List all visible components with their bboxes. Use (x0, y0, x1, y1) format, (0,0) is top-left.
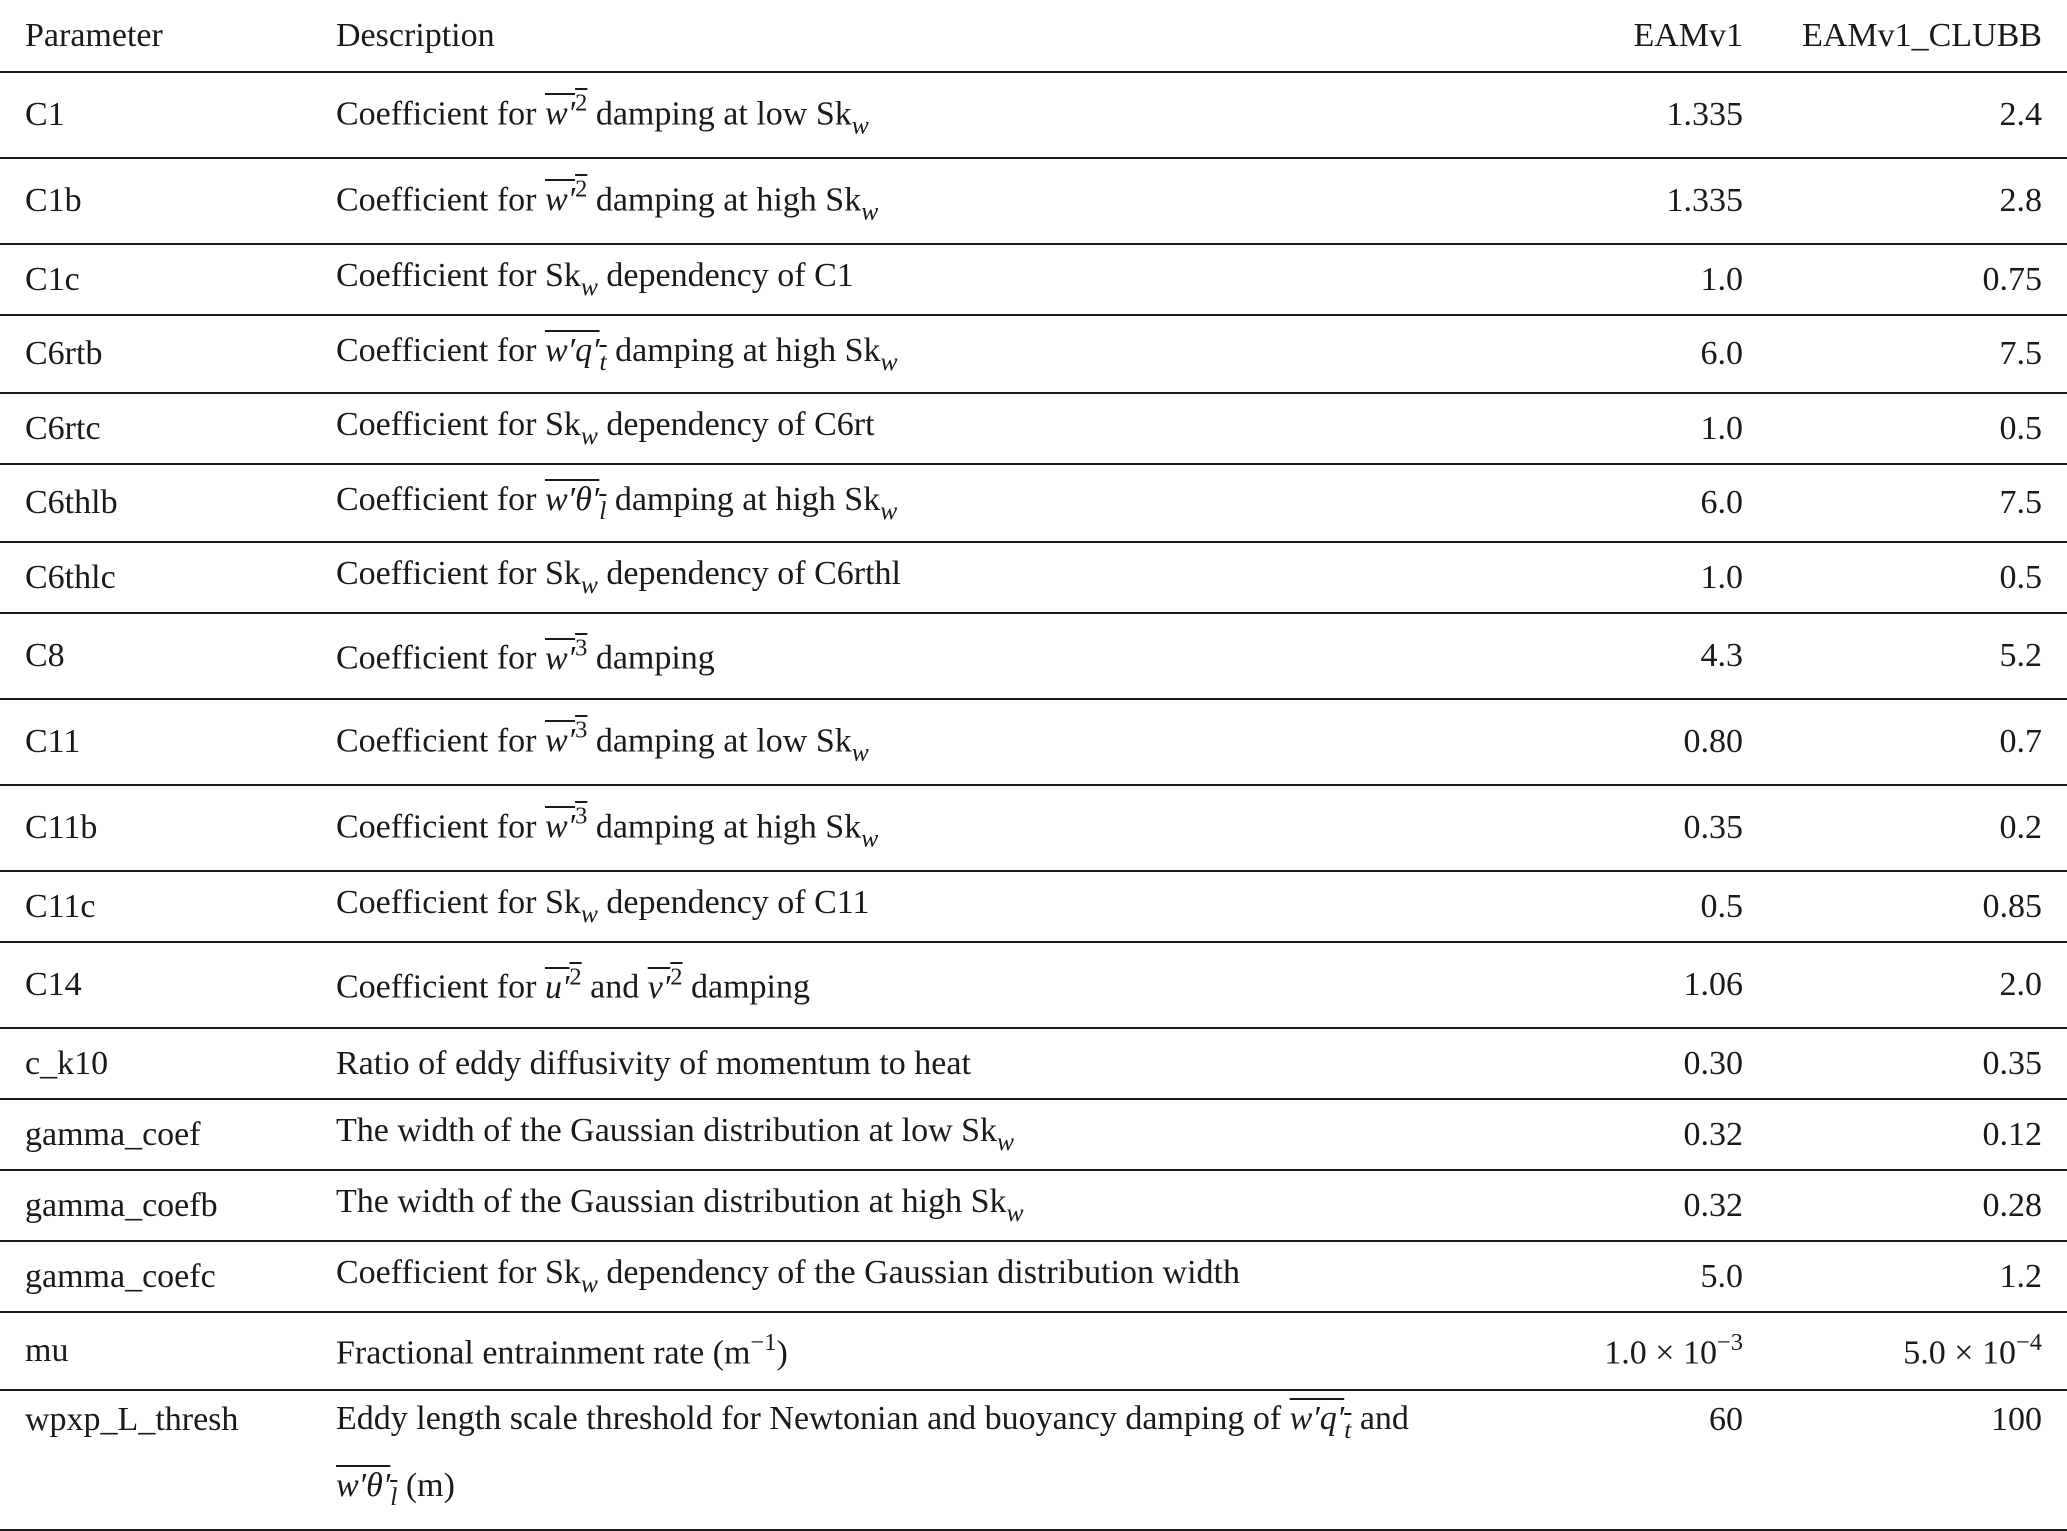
table-row (0, 1390, 2067, 1530)
eamv1-clubb-value: 0.75 (1767, 244, 2067, 315)
param-description (311, 1028, 1548, 1099)
eamv1-clubb-value: 0.2 (1767, 785, 2067, 871)
param-description (311, 1170, 1548, 1241)
header-eamv1: EAMv1 (1548, 0, 1767, 72)
eamv1-value: 0.30 (1548, 1028, 1767, 1099)
desc-text: damping at high Sk (606, 331, 881, 369)
param-name: C14 (0, 942, 311, 1028)
eamv1-value: 1.0 (1548, 393, 1767, 464)
value-base: 1.0 × 10 (1604, 1334, 1717, 1372)
desc-text: Coefficient for Sk (336, 1254, 581, 1292)
param-description (311, 785, 1548, 871)
desc-text: Coefficient for (336, 639, 545, 677)
math-symbol: $w'^3$ (544, 716, 588, 760)
eamv1-clubb-value: 7.5 (1767, 315, 2067, 393)
param-name: C6thlb (0, 464, 311, 542)
table-row (0, 1028, 2067, 1099)
desc-text: damping (682, 968, 810, 1006)
table-row (0, 464, 2067, 542)
param-name: mu (0, 1312, 311, 1390)
header-parameter: Parameter (0, 0, 311, 72)
param-name: C8 (0, 613, 311, 699)
desc-text: Eddy length scale threshold for Newtonian and buoyancy damping of (336, 1400, 1290, 1437)
math-symbol: $w'^2$ (544, 89, 588, 133)
desc-text: Fractional entrainment rate (m (336, 1334, 751, 1372)
param-name: wpxp_L_thresh (0, 1390, 311, 1530)
eamv1-value: 6.0 (1548, 464, 1767, 542)
table-row (0, 1099, 2067, 1170)
desc-text: Coefficient for (336, 808, 545, 846)
desc-subscript: w (580, 420, 598, 450)
eamv1-clubb-value: 2.8 (1767, 158, 2067, 244)
eamv1-value: 5.0 (1548, 1241, 1767, 1312)
param-name: C6rtb (0, 315, 311, 393)
math-symbol: $w'\theta'_l$ (336, 1466, 398, 1511)
eamv1-value: 6.0 (1548, 315, 1767, 393)
param-description (311, 1312, 1548, 1390)
param-description (311, 1390, 1548, 1530)
desc-text: Ratio of eddy diffusivity of momentum to heat (336, 1044, 971, 1082)
math-symbol: $w'\theta'_l$ (544, 480, 607, 525)
desc-text: dependency of C1 (597, 257, 854, 295)
eamv1-clubb-value: 0.5 (1767, 393, 2067, 464)
param-name: C6rtc (0, 393, 311, 464)
desc-text: damping at low Sk (587, 722, 852, 760)
eamv1-value: 1.06 (1548, 942, 1767, 1028)
eamv1-clubb-value: 1.2 (1767, 1241, 2067, 1312)
param-description (311, 942, 1548, 1028)
desc-text: Coefficient for Sk (336, 884, 581, 922)
desc-subscript: w (880, 495, 898, 525)
eamv1-value: 0.32 (1548, 1099, 1767, 1170)
param-description (311, 871, 1548, 942)
desc-subscript: w (861, 823, 879, 853)
math-symbol: $w'^3$ (544, 802, 588, 846)
value-exponent: −4 (2015, 1329, 2042, 1357)
table-row (0, 871, 2067, 942)
header-row (0, 0, 2067, 72)
param-name: C1 (0, 72, 311, 158)
eamv1-value (1548, 1312, 1767, 1390)
desc-text: dependency of C6rt (597, 406, 875, 444)
param-name: C11b (0, 785, 311, 871)
desc-subscript: w (861, 196, 879, 226)
desc-text: ) (776, 1334, 788, 1372)
eamv1-clubb-value: 2.4 (1767, 72, 2067, 158)
value-exponent: −3 (1716, 1329, 1743, 1357)
table-row (0, 158, 2067, 244)
header-eamv1-clubb: EAMv1_CLUBB (1767, 0, 2067, 72)
desc-text: damping at high Sk (606, 480, 881, 518)
desc-subscript: w (1006, 1197, 1024, 1227)
math-symbol: $w'^2$ (544, 175, 588, 219)
math-symbol: $u'^2$ (544, 963, 582, 1006)
desc-text: Coefficient for (336, 181, 545, 219)
desc-text: The width of the Gaussian distribution at high Sk (336, 1183, 1007, 1221)
eamv1-value: 0.35 (1548, 785, 1767, 871)
desc-text: (m) (397, 1466, 455, 1504)
table-row (0, 942, 2067, 1028)
param-description (311, 613, 1548, 699)
desc-text: Coefficient for (336, 95, 545, 133)
param-description (311, 315, 1548, 393)
desc-text: dependency of C11 (597, 884, 870, 922)
desc-text: Coefficient for (336, 968, 545, 1006)
eamv1-clubb-value: 0.85 (1767, 871, 2067, 942)
eamv1-value: 4.3 (1548, 613, 1767, 699)
param-name: C1c (0, 244, 311, 315)
param-description (311, 158, 1548, 244)
math-symbol: $w'q'_t$ (1289, 1400, 1352, 1444)
desc-subscript: w (580, 1268, 598, 1298)
table-row (0, 1241, 2067, 1312)
table-row (0, 244, 2067, 315)
table-row (0, 1170, 2067, 1241)
math-symbol: $w'^3$ (544, 634, 588, 677)
table-row (0, 785, 2067, 871)
param-name: gamma_coefc (0, 1241, 311, 1312)
param-description (311, 1099, 1548, 1170)
eamv1-value: 1.0 (1548, 244, 1767, 315)
eamv1-value: 1.0 (1548, 542, 1767, 613)
desc-subscript: w (880, 346, 898, 376)
desc-text: damping (587, 639, 715, 677)
desc-text: Coefficient for (336, 480, 545, 518)
table-row (0, 393, 2067, 464)
param-name: C6thlc (0, 542, 311, 613)
math-symbol: $w'q'_t$ (544, 331, 607, 376)
desc-text: dependency of C6rthl (597, 555, 901, 593)
table-row (0, 72, 2067, 158)
eamv1-clubb-value: 2.0 (1767, 942, 2067, 1028)
param-description (311, 464, 1548, 542)
desc-subscript: w (851, 110, 869, 140)
desc-text: damping at high Sk (587, 808, 862, 846)
eamv1-value: 0.32 (1548, 1170, 1767, 1241)
table-row (0, 315, 2067, 393)
eamv1-value: 0.5 (1548, 871, 1767, 942)
eamv1-clubb-value: 0.7 (1767, 699, 2067, 785)
eamv1-clubb-value: 0.28 (1767, 1170, 2067, 1241)
eamv1-clubb-value: 0.35 (1767, 1028, 2067, 1099)
table-row (0, 1312, 2067, 1390)
desc-text: Coefficient for Sk (336, 555, 581, 593)
desc-text: and (1351, 1400, 1409, 1437)
param-name: gamma_coef (0, 1099, 311, 1170)
eamv1-clubb-value: 7.5 (1767, 464, 2067, 542)
desc-text: Coefficient for (336, 722, 545, 760)
eamv1-value: 0.80 (1548, 699, 1767, 785)
param-description (311, 72, 1548, 158)
desc-text: The width of the Gaussian distribution at low Sk (336, 1112, 998, 1150)
desc-text: Coefficient for Sk (336, 257, 581, 295)
param-description (311, 244, 1548, 315)
table-row (0, 613, 2067, 699)
desc-text: damping at high Sk (587, 181, 862, 219)
eamv1-clubb-value (1767, 1312, 2067, 1390)
eamv1-value: 1.335 (1548, 72, 1767, 158)
param-description (311, 699, 1548, 785)
desc-text: and (581, 968, 648, 1006)
param-name: C11c (0, 871, 311, 942)
eamv1-clubb-value: 0.12 (1767, 1099, 2067, 1170)
param-description (311, 1241, 1548, 1312)
param-description (311, 393, 1548, 464)
value-base: 5.0 × 10 (1903, 1334, 2016, 1372)
header-description: Description (311, 0, 1548, 72)
eamv1-value: 1.335 (1548, 158, 1767, 244)
param-description (311, 542, 1548, 613)
desc-text: Coefficient for (336, 331, 545, 369)
desc-text: damping at low Sk (587, 95, 852, 133)
param-name: C1b (0, 158, 311, 244)
desc-subscript: w (851, 737, 869, 767)
desc-subscript: w (580, 569, 598, 599)
desc-text: dependency of the Gaussian distribution width (597, 1254, 1240, 1292)
eamv1-value: 60 (1548, 1390, 1767, 1530)
param-name: C11 (0, 699, 311, 785)
table-row (0, 699, 2067, 785)
eamv1-clubb-value: 5.2 (1767, 613, 2067, 699)
param-name: gamma_coefb (0, 1170, 311, 1241)
eamv1-clubb-value: 0.5 (1767, 542, 2067, 613)
table-row (0, 542, 2067, 613)
param-name: c_k10 (0, 1028, 311, 1099)
desc-exponent: −1 (750, 1329, 777, 1357)
math-symbol: $v'^2$ (647, 963, 683, 1006)
desc-text: Coefficient for Sk (336, 406, 581, 444)
desc-subscript: w (580, 271, 598, 301)
desc-subscript: w (580, 898, 598, 928)
desc-subscript: w (997, 1126, 1015, 1156)
eamv1-clubb-value: 100 (1767, 1390, 2067, 1530)
